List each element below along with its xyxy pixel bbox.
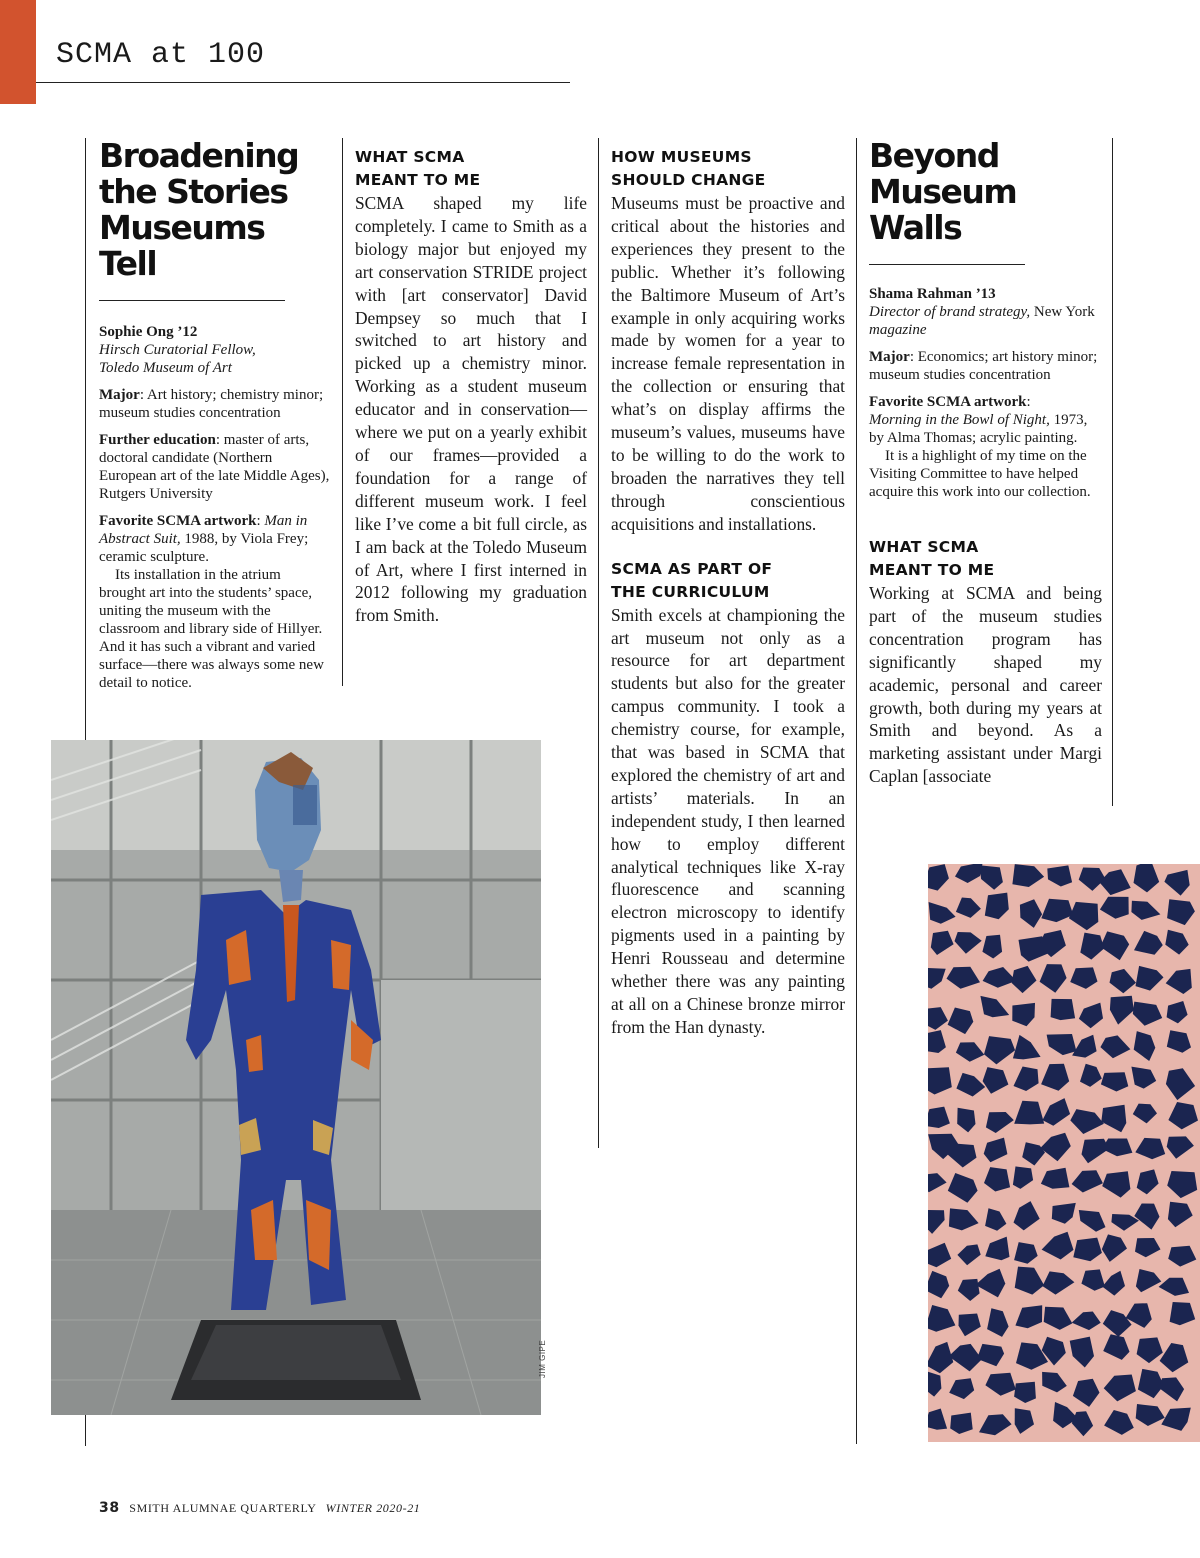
column-rule-2 bbox=[342, 138, 343, 686]
profile-artwork-note: It is a highlight of my time on the Visiting Committee to have helped acquire this work into our collection. bbox=[869, 448, 1091, 500]
column-rule-right bbox=[1112, 138, 1113, 806]
profile-major: Major: Art history; chemistry minor; museum studies concentration bbox=[99, 387, 324, 421]
page-footer bbox=[99, 1500, 420, 1516]
profile-further-education: Further education: master of arts, doctoral candidate (Northern European art of the late Middle Ages), Rutgers University bbox=[99, 432, 330, 502]
profile-details bbox=[869, 285, 1102, 501]
body-text: SCMA shaped my life completely. I came to Smith as a biology major but enjoyed my art conservation STRIDE project with [art conservator] David Dempsey so much that I switched to art history and picked up a chemistry minor. Working as a student museum educator and in conservation—where we put on a yearly exhibit of our frames—provided a foundation for a range of different museum work. I feel like I’ve come a bit full circle, as I am back at the Toledo Museum of Art, where I first interned in 2012 following my graduation from Smith. bbox=[355, 193, 587, 626]
profile-favorite-artwork: Favorite SCMA artwork: Man in Abstract Suit, 1988, by Viola Frey; ceramic sculpture. bbox=[99, 513, 309, 565]
left-profile bbox=[99, 138, 331, 701]
header-rule bbox=[36, 82, 570, 83]
title-rule bbox=[99, 300, 285, 301]
kicker-how-museums: HOW MUSEUMS SHOULD CHANGE bbox=[611, 148, 766, 189]
column-rule-4 bbox=[856, 138, 857, 1444]
kicker-what-scma: WHAT SCMA MEANT TO ME bbox=[869, 538, 995, 579]
profile-name: Shama Rahman ’13 Director of brand strategy, New York magazine bbox=[869, 286, 1095, 338]
sculpture-illustration bbox=[51, 740, 541, 1415]
column-3 bbox=[611, 146, 845, 1039]
body-text: Working at SCMA and being part of the museum studies concentration program has significantly shaped my academic, personal and career growth, both during my years at Smith and beyond. As a marketing assistant under Margi Caplan [associate bbox=[869, 583, 1102, 787]
right-profile bbox=[869, 138, 1102, 788]
profile-name: Sophie Ong ’12 Hirsch Curatorial Fellow, Toledo Museum of Art bbox=[99, 324, 256, 376]
body-text: Museums must be proactive and critical about the histories and experiences they present to the public. Whether it’s following the Baltimore Museum of Art’s example in only acquiring works made by women for a year to increase female representation in the collection or ensuring that what’s on display affirms the museum’s values, museums have to be willing to do the work to broaden the narratives they tell through conscientious acquisitions and installations. bbox=[611, 193, 845, 534]
kicker-what-scma: WHAT SCMA MEANT TO ME bbox=[355, 148, 481, 189]
kicker-curriculum: SCMA AS PART OF THE CURRICULUM bbox=[611, 559, 773, 601]
body-text: Smith excels at championing the art museum not only as a resource for art department students but also for the greater campus community. I took a chemistry course, for example, that was based in SCMA that explored the chemistry of art and artists’ materials. In an independent study, I then learned how to employ different analytical techniques like X-ray fluorescence and scanning electron microscopy to identify pigments used in a painting by Henri Rousseau and determine whether there was any painting at all on a Chinese bronze mirror from the Han dynasty. bbox=[611, 604, 845, 1037]
profile-favorite-artwork: Favorite SCMA artwork: Morning in the Bowl of Night, 1973, by Alma Thomas; acrylic painting. bbox=[869, 394, 1088, 446]
article-title: Beyond Museum Walls bbox=[869, 136, 1017, 247]
section-title: SCMA at 100 bbox=[56, 38, 266, 72]
column-rule-3 bbox=[598, 138, 599, 1148]
column-2 bbox=[355, 146, 587, 627]
profile-artwork-note: Its installation in the atrium brought art into the students’ space, uniting the museum with the classroom and library side of Hillyer. And it has such a vibrant and varied surface—there was always some new detail to notice. bbox=[99, 567, 324, 691]
paint-mark bbox=[1051, 999, 1076, 1020]
article-title: Broadening the Stories Museums Tell bbox=[99, 136, 299, 283]
painting-illustration bbox=[928, 864, 1200, 1442]
page-number: 38 bbox=[99, 1500, 120, 1516]
title-rule bbox=[869, 264, 1025, 265]
sculpture-photo bbox=[51, 740, 541, 1415]
section-color-tab bbox=[0, 0, 36, 104]
painting-detail bbox=[928, 864, 1200, 1442]
issue-date: WINTER 2020-21 bbox=[325, 1501, 421, 1515]
profile-major: Major: Economics; art history minor; museum studies concentration bbox=[869, 349, 1098, 383]
profile-details bbox=[99, 323, 331, 692]
photo-credit: JIM GIPE bbox=[538, 1339, 547, 1378]
magazine-name: SMITH ALUMNAE QUARTERLY bbox=[129, 1501, 317, 1515]
